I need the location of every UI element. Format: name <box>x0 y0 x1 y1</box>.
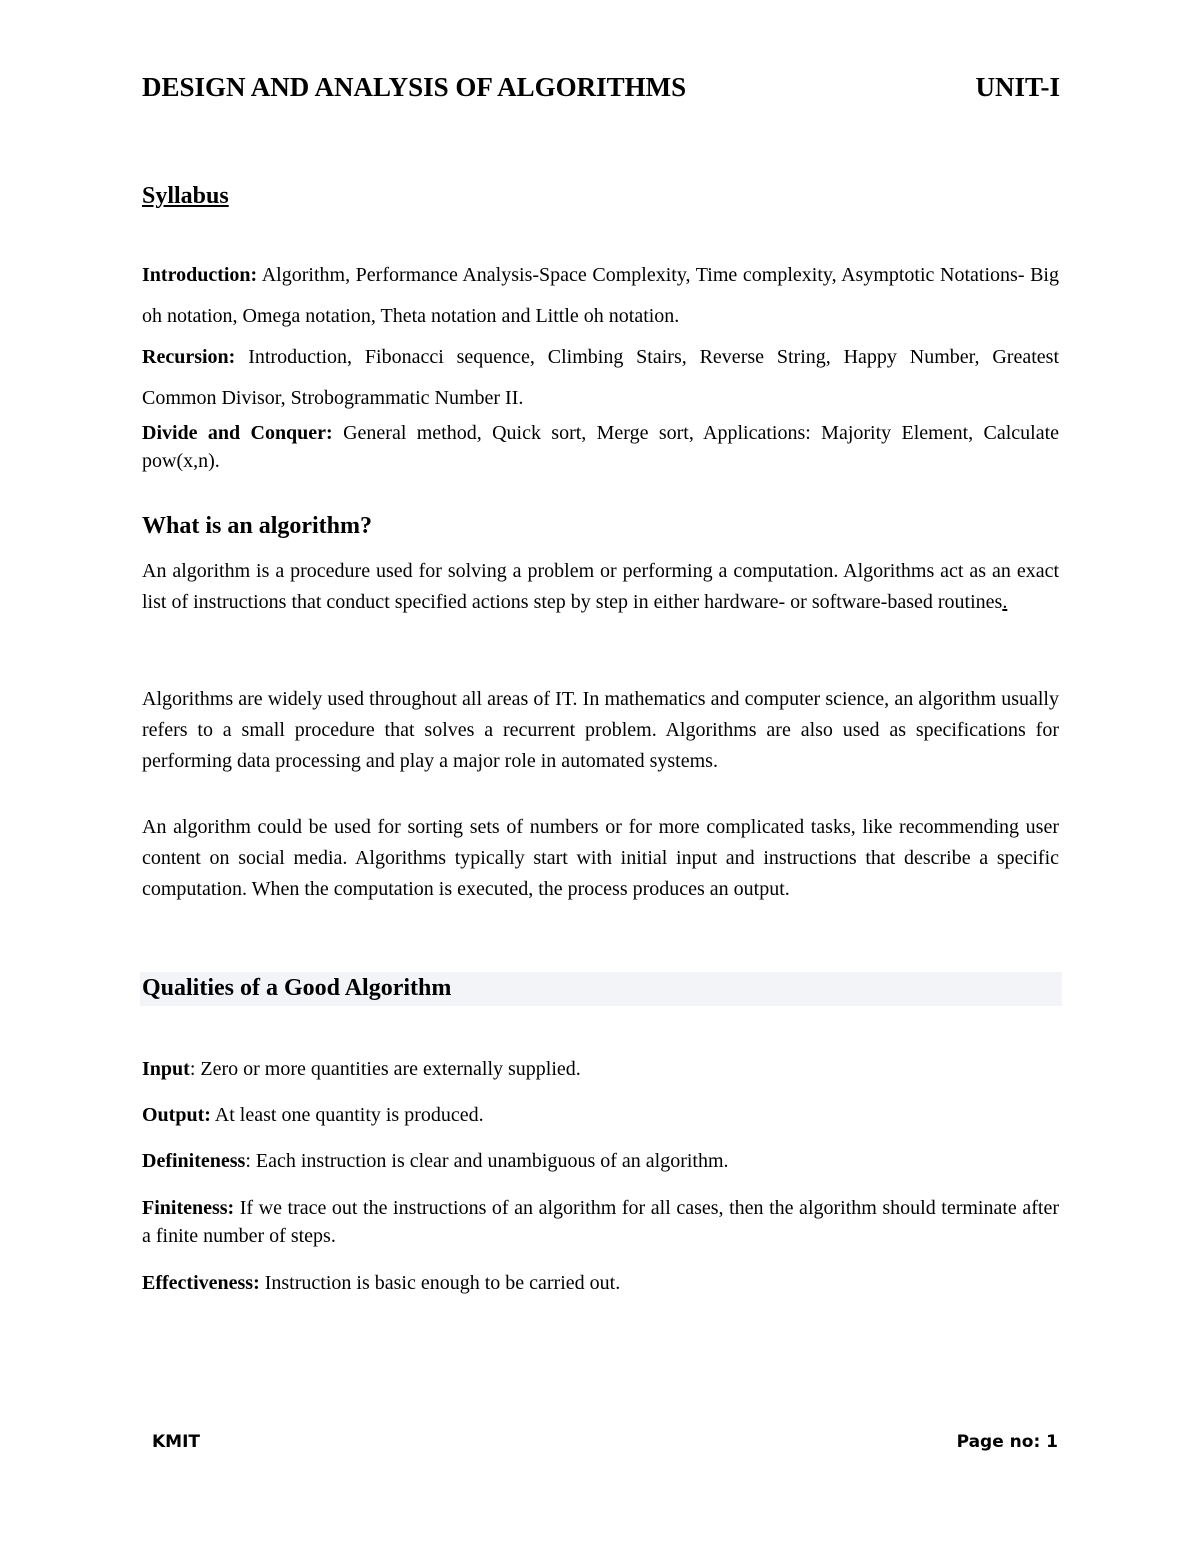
syllabus-recursion <box>142 337 1059 419</box>
definiteness-label: Definiteness <box>142 1150 246 1172</box>
introduction-label: Introduction: <box>142 264 258 286</box>
definiteness-text: : Each instruction is clear and unambiguous of an algorithm. <box>245 1150 729 1172</box>
quality-output <box>142 1101 1059 1129</box>
quality-definiteness <box>142 1147 1059 1175</box>
quality-input <box>142 1055 1059 1083</box>
unit-label: UNIT-I <box>975 72 1060 102</box>
what-is-paragraph-2: Algorithms are widely used throughout all areas of IT. In mathematics and computer science, an algorithm usually refers to a small procedure that solves a recurrent problem. Algorithms are also used as specifications for performing data processing and play a major role in automated systems. <box>142 688 1059 772</box>
what-is-p1-text: An algorithm is a procedure used for solving a problem or performing a computation. Algorithms act as an exact list of instructions that conduct specified actions step by step in either hardware- or software-based routines <box>142 560 1059 613</box>
output-text: At least one quantity is produced. <box>210 1104 484 1126</box>
what-is-heading: What is an algorithm? <box>142 513 373 539</box>
syllabus-divide-conquer <box>142 419 1059 475</box>
introduction-text: Algorithm, Performance Analysis-Space Complexity, Time complexity, Asymptotic Notations- Big oh notation, Omega notation, Theta notation and Little oh notation. <box>142 264 1059 327</box>
qualities-heading: Qualities of a Good Algorithm <box>142 975 452 1001</box>
finiteness-label: Finiteness: <box>142 1197 235 1219</box>
page-footer <box>152 1432 1058 1452</box>
what-is-p1-end: . <box>1002 591 1008 613</box>
footer-institution: KMIT <box>152 1432 201 1452</box>
recursion-label: Recursion: <box>142 346 236 368</box>
effectiveness-label: Effectiveness: <box>142 1272 260 1294</box>
input-text: : Zero or more quantities are externally supplied. <box>189 1058 581 1080</box>
syllabus-heading: Syllabus <box>142 183 229 209</box>
output-label: Output: <box>142 1104 211 1126</box>
recursion-text: Introduction, Fibonacci sequence, Climbing Stairs, Reverse String, Happy Number, Greatest Common Divisor, Strobogrammatic Number II. <box>142 346 1059 409</box>
footer-page-number: Page no: 1 <box>956 1432 1058 1452</box>
what-is-paragraph-3: An algorithm could be used for sorting sets of numbers or for more complicated tasks, like recommending user content on social media. Algorithms typically start with initial input and instructions that describe a specific computation. When the computation is executed, the process produces an output. <box>142 816 1059 900</box>
divide-text: General method, Quick sort, Merge sort, Applications: Majority Element, Calculate pow(x,n). <box>142 422 1060 472</box>
what-is-paragraph-1 <box>142 556 1059 618</box>
page-header <box>142 72 1060 103</box>
effectiveness-text: Instruction is basic enough to be carried out. <box>259 1272 621 1294</box>
input-label: Input <box>142 1058 190 1080</box>
quality-effectiveness <box>142 1269 1059 1297</box>
quality-finiteness <box>142 1194 1059 1250</box>
course-title: DESIGN AND ANALYSIS OF ALGORITHMS <box>142 72 687 102</box>
divide-label: Divide and Conquer: <box>142 422 333 444</box>
syllabus-introduction <box>142 255 1059 337</box>
finiteness-text: If we trace out the instructions of an algorithm for all cases, then the algorithm should terminate after a finite number of steps. <box>142 1197 1059 1247</box>
